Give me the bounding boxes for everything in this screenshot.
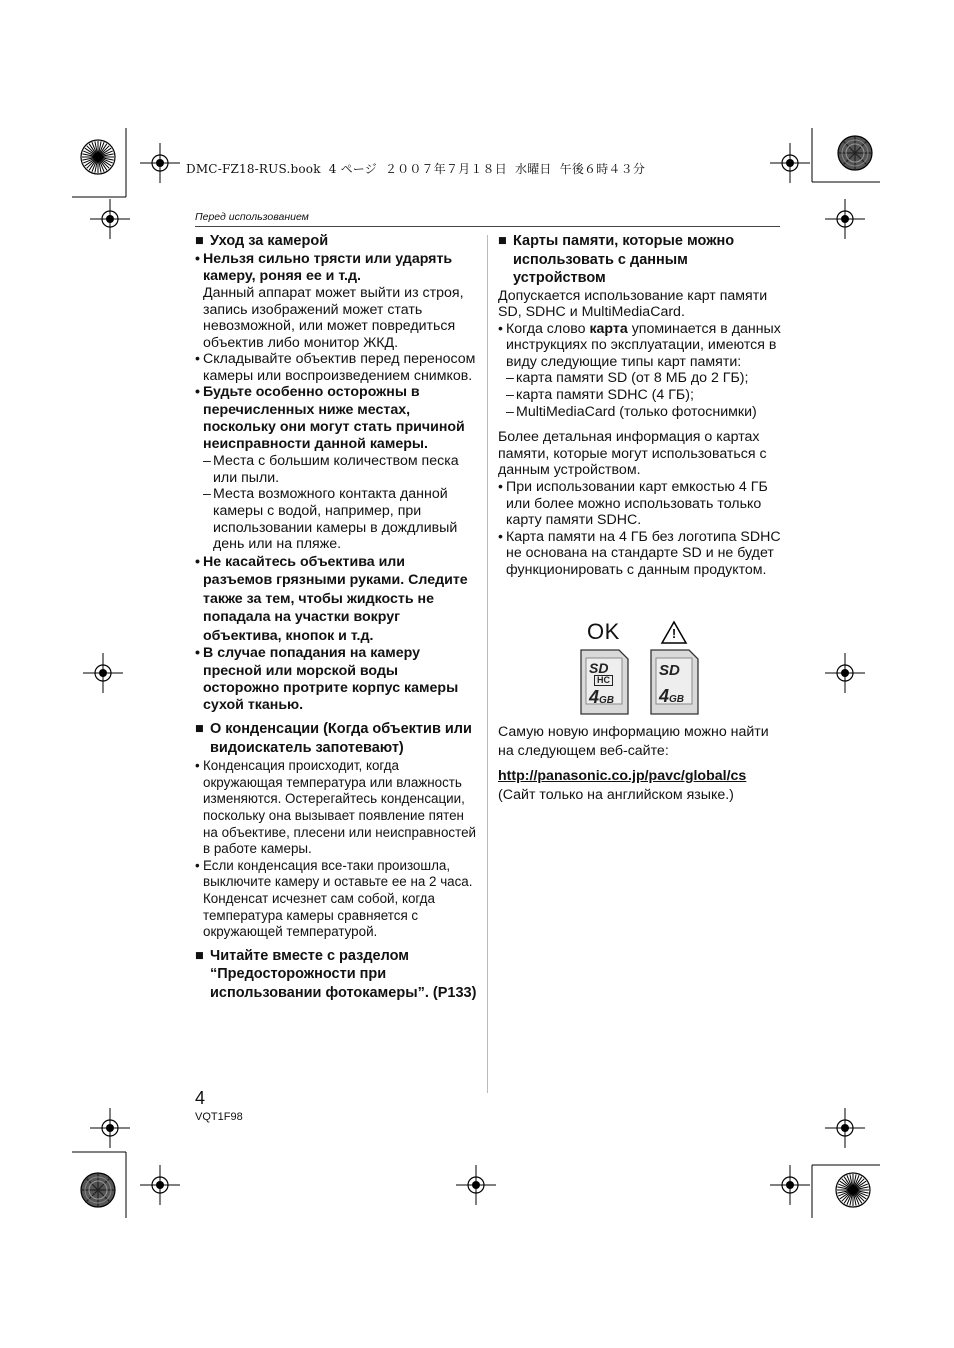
section-title: Карты памяти, которые можно использовать с данным устройством (513, 233, 735, 286)
print-header: DMC-FZ18-RUS.book 4 ページ ２００７年７月１８日 水曜日 午後６時４３分 (186, 162, 646, 176)
running-title: Перед использованием (195, 211, 309, 223)
capacity-number: 4 (659, 686, 670, 706)
right-column-lower (498, 723, 788, 805)
dash-text: карта памяти SDHC (4 ГБ); (516, 387, 694, 404)
website-link[interactable]: http://panasonic.co.jp/pavc/global/cs (498, 768, 747, 784)
bullet: • Карта памяти на 4 ГБ без логотипа SDHC не основана на стандарте SD и не будет функционировать с данным продуктом. (498, 528, 781, 578)
dash-text: Места с большим количеством песка или пыли. (213, 453, 459, 486)
section-condensation: ■ О конденсации (Когда объектив или видоискатель запотевают) (195, 721, 472, 756)
header-rule (195, 226, 780, 227)
dash-text: MultiMediaCard (только фотоснимки) (516, 403, 757, 420)
dash-item: – MultiMediaCard (только фотоснимки) (506, 403, 757, 420)
warning-mark: ! (671, 626, 677, 641)
bullet-text: Если конденсация все-таки произошла, выключите камеру и оставьте ее на 2 часа. Конденсат исчезнет сам собой, когда температура камеры сравняется с окружающей температурой. (203, 857, 473, 940)
bullet: • Когда слово карта упоминается в данных инструкциях по эксплуатации, имеются в виду следующие типы карт памяти: (498, 320, 781, 370)
capacity-number: 4 (589, 687, 600, 707)
bullet-text: Конденсация происходит, когда окружающая температура или влажность изменяются. Остерегайтесь конденсации, поскольку она вызывает появление пятен на объективе, плесени или неисправностей в работе камеры. (203, 758, 476, 857)
bullet-text: Не касайтесь объектива или разъемов грязными руками. Следите также за тем, чтобы жидкость не попадала на участки вокруг объектива, кнопок и т.д. (203, 553, 468, 644)
section-read-also: ■ Читайте вместе с разделом “Предосторожности при использовании фотокамеры”. (P133) (195, 947, 477, 1001)
bullet: • Складывайте объектив перед переносом камеры или воспроизведением снимков. (195, 351, 476, 384)
bullet: • Конденсация происходит, когда окружающая температура или влажность изменяются. Остерегайтесь конденсации, поскольку она вызывает появление пятен на объективе, плесени или неисправностей в работе камеры. (195, 758, 476, 857)
card-capacity (589, 687, 614, 708)
section-camera-care: ■ Уход за камерой (195, 233, 329, 249)
dash-text: карта памяти SD (от 8 МБ до 2 ГБ); (516, 370, 749, 387)
bullet: • Не касайтесь объектива или разъемов грязными руками. Следите также за тем, чтобы жидкость не попадала на участки вокруг объектива, кнопок и т.д. (195, 553, 468, 644)
card-logo: SD (589, 660, 609, 676)
bullet: • Будьте особенно осторожны в перечисленных ниже местах, поскольку они могут стать причиной неисправности данной камеры. (195, 384, 465, 453)
section-memory-cards: ■ Карты памяти, которые можно использовать с данным устройством (498, 233, 735, 286)
dash-item: – Места возможного контакта данной камеры с водой, например, при использовании камеры в дождливый день или на пляже. (203, 486, 458, 553)
bullet-text: Складывайте объектив перед переносом камеры или воспроизведением снимков. (203, 351, 476, 384)
sd-card-icon (650, 649, 699, 715)
paragraph: Более детальная информация о картах памяти, которые могут использоваться с данным устройством. (498, 429, 767, 479)
bullet-text-bold: карта (589, 320, 628, 337)
paragraph: (Сайт только на английском языке.) (498, 787, 734, 803)
page-number: 4 (195, 1088, 206, 1108)
section-title: О конденсации (Когда объектив или видоискатель запотевают) (210, 721, 472, 756)
bullet: • Нельзя сильно трясти или ударять камеру, роняя ее и т.д. (195, 250, 453, 284)
bullet-text: При использовании карт емкостью 4 ГБ или более можно использовать только карту памяти SDHC. (506, 479, 768, 529)
dash-text: Места возможного контакта данной камеры с водой, например, при использовании камеры в дождливый день или на пляже. (213, 486, 458, 553)
paragraph: Данный аппарат может выйти из строя, запись изображений может стать невозможной, или может повредиться объектив либо монитор ЖКД. (203, 284, 464, 351)
section-title: Уход за камерой (210, 233, 329, 249)
bullet-text-pre: Когда слово (506, 320, 590, 337)
paragraph: Допускается использование карт памяти SD, SDHC и MultiMediaCard. (498, 287, 768, 321)
dash-item: – карта памяти SD (от 8 МБ до 2 ГБ); (506, 370, 749, 387)
paragraph: Самую новую информацию можно найти на следующем веб-сайте: (498, 724, 769, 759)
card-capacity (659, 686, 684, 707)
doc-code: VQT1F98 (195, 1111, 243, 1123)
bullet: • Если конденсация все-таки произошла, выключите камеру и оставьте ее на 2 часа. Конденсат исчезнет сам собой, когда температура камеры сравняется с окружающей температурой. (195, 857, 473, 940)
bullet-text: В случае попадания на камеру пресной или морской воды осторожно протрите корпус камеры сухой тканью. (203, 645, 459, 713)
dash-item: – Места с большим количеством песка или пыли. (203, 453, 459, 486)
card-logo-sub: HC (594, 675, 613, 686)
capacity-unit: GB (669, 694, 685, 705)
left-column (195, 232, 477, 1002)
bullet: • В случае попадания на камеру пресной или морской воды осторожно протрите корпус камеры сухой тканью. (195, 645, 459, 713)
bullet-text-post: упоминается в данных инструкциях по эксплуатации, имеются в виду следующие типы карт памяти: (506, 320, 781, 370)
card-logo: SD (659, 662, 680, 679)
ok-label: OK (587, 619, 620, 644)
sdhc-card-icon (580, 649, 629, 715)
bullet-text: Карта памяти на 4 ГБ без логотипа SDHC не основана на стандарте SD и не будет функционировать с данным продуктом. (506, 528, 781, 578)
column-divider (487, 235, 488, 1093)
bullet: • При использовании карт емкостью 4 ГБ или более можно использовать только карту памяти SDHC. (498, 479, 768, 529)
capacity-unit: GB (599, 695, 615, 706)
bullet-text: Будьте особенно осторожны в перечисленных ниже местах, поскольку они могут стать причиной неисправности данной камеры. (203, 384, 465, 453)
section-title: Читайте вместе с разделом “Предосторожности при использовании фотокамеры”. (P133) (210, 947, 477, 1001)
right-column (498, 232, 782, 579)
warning-icon (660, 620, 688, 645)
dash-item: – карта памяти SDHC (4 ГБ); (506, 387, 694, 404)
bullet-text: Нельзя сильно трясти или ударять камеру, роняя ее и т.д. (203, 250, 453, 284)
